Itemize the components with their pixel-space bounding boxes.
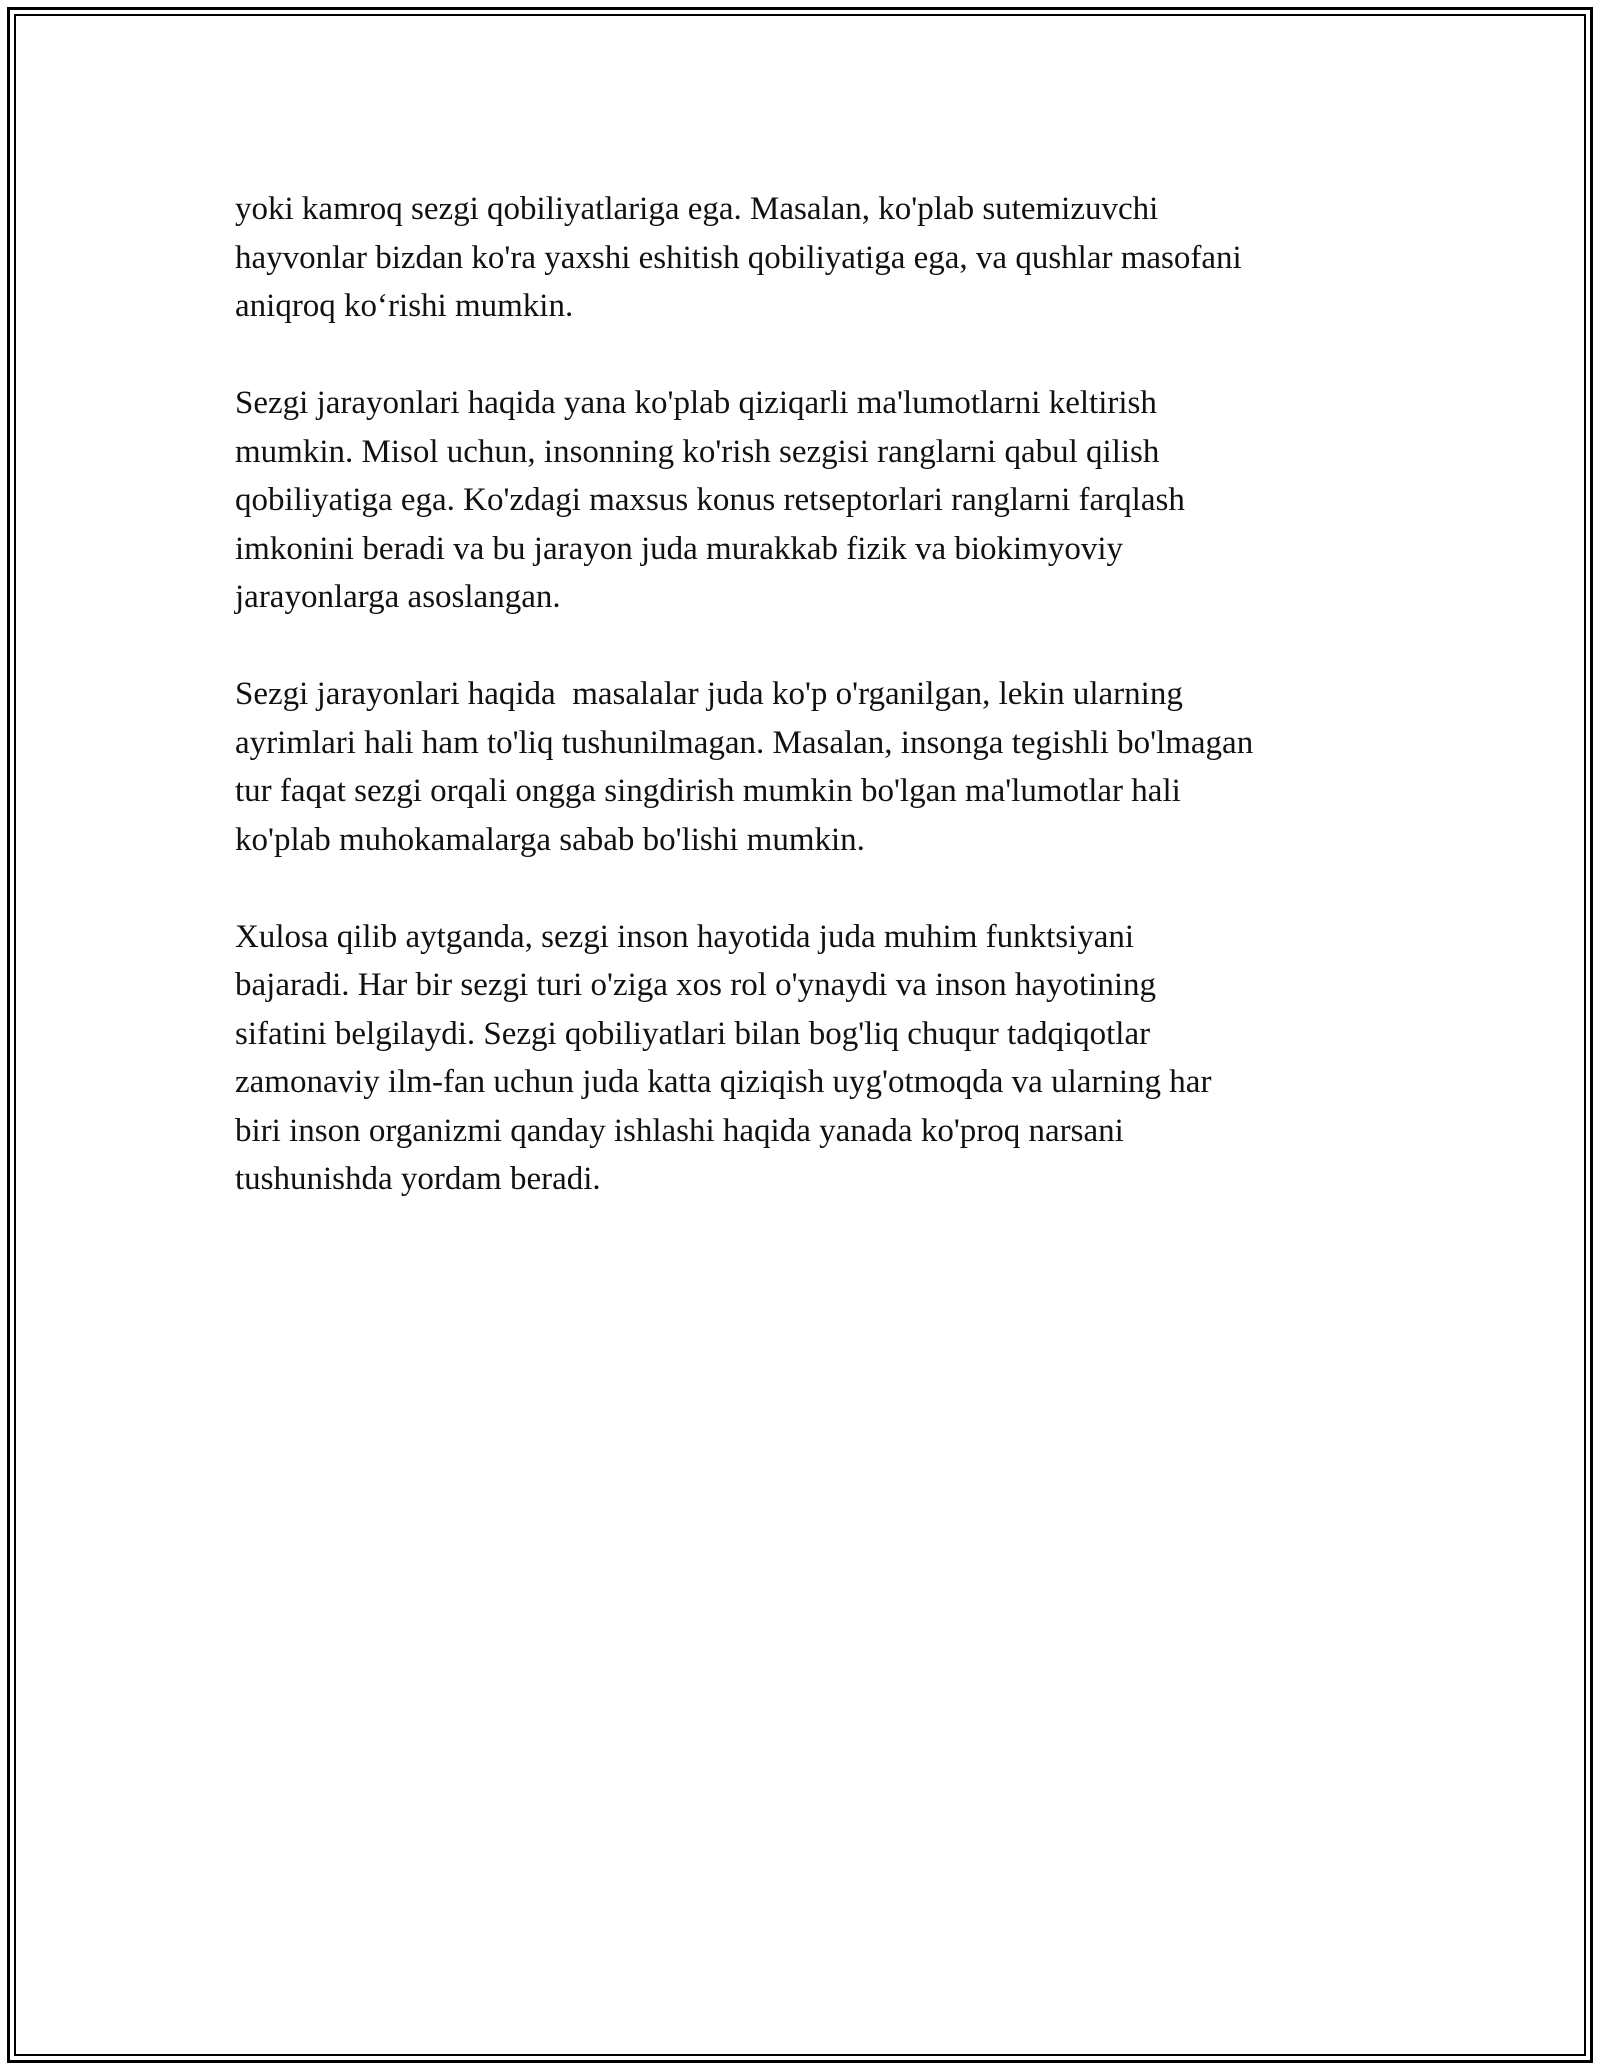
- text-line: bajaradi. Har bir sezgi turi o'ziga xos rol o'ynaydi va inson hayotining: [235, 967, 1157, 1003]
- text-line: sifatini belgilaydi. Sezgi qobiliyatlari bilan bog'liq chuqur tadqiqotlar: [235, 1015, 1151, 1052]
- text-line: hayvonlar bizdan ko'ra yaxshi eshitish qobiliyatiga ega, va qushlar masofani: [235, 239, 1242, 276]
- text-line: aniqroq ko‘rishi mumkin.: [235, 288, 574, 324]
- text-line: qobiliyatiga ega. Ko'zdagi maxsus konus retseptorlari ranglarni farqlash: [235, 482, 1185, 518]
- text-line: imkonini beradi va bu jarayon juda murakkab fizik va biokimyoviy: [235, 530, 1124, 567]
- paragraph-4: [235, 913, 1395, 1204]
- text-line: jarayonlarga asoslangan.: [235, 579, 561, 615]
- document-body: [235, 185, 1395, 1252]
- text-line: ko'plab muhokamalarga sabab bo'lishi mumkin.: [235, 821, 865, 858]
- text-line: zamonaviy ilm-fan uchun juda katta qiziqish uyg'otmoqda va ularning har: [235, 1064, 1212, 1100]
- text-line: Xulosa qilib aytganda, sezgi inson hayotida juda muhim funktsiyani: [235, 918, 1135, 955]
- paragraph-3: [235, 670, 1395, 864]
- paragraph-1: [235, 185, 1395, 331]
- text-line: ayrimlari hali ham to'liq tushunilmagan. Masalan, insonga tegishli bo'lmagan: [235, 724, 1254, 761]
- text-line: yoki kamroq sezgi qobiliyatlariga ega. Masalan, ko'plab sutemizuvchi: [235, 191, 1159, 227]
- text-line: biri inson organizmi qanday ishlashi haqida yanada ko'proq narsani: [235, 1112, 1124, 1149]
- text-line: Sezgi jarayonlari haqida yana ko'plab qiziqarli ma'lumotlarni keltirish: [235, 385, 1157, 421]
- paragraph-2: [235, 379, 1395, 622]
- text-line: mumkin. Misol uchun, insonning ko'rish sezgisi ranglarni qabul qilish: [235, 433, 1160, 470]
- text-line: Sezgi jarayonlari haqida masalalar juda ko'p o'rganilgan, lekin ularning: [235, 676, 1183, 712]
- text-line: tur faqat sezgi orqali ongga singdirish mumkin bo'lgan ma'lumotlar hali: [235, 773, 1181, 809]
- text-line: tushunishda yordam beradi.: [235, 1161, 601, 1197]
